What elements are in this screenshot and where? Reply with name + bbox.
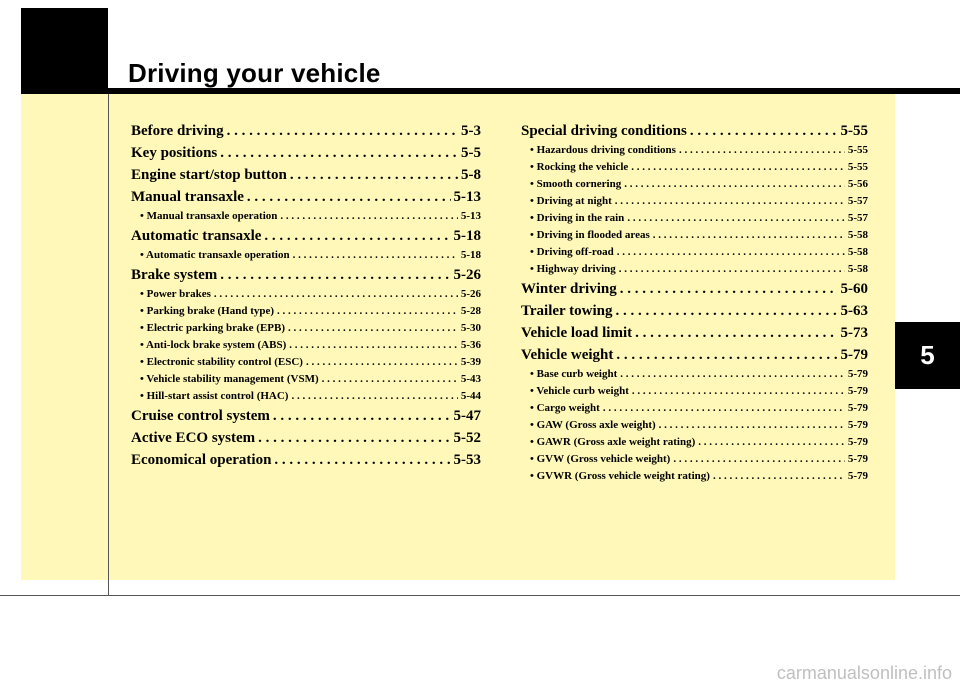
toc-entry-page: 5-79 (847, 419, 868, 431)
page-title: Driving your vehicle (128, 58, 381, 88)
dot-leader (322, 371, 458, 388)
toc-entry-label: • Rocking the vehicle (530, 161, 629, 173)
toc-entry[interactable] (131, 142, 481, 164)
toc-entry-label: Economical operation (131, 452, 272, 468)
dot-leader (214, 286, 458, 303)
dot-leader (274, 449, 450, 471)
toc-entry-page: 5-26 (453, 267, 481, 283)
toc-entry-label: • Hazardous driving conditions (530, 144, 676, 156)
toc-entry[interactable] (521, 278, 868, 300)
toc-entry-label: • GVWR (Gross vehicle weight rating) (530, 470, 710, 482)
toc-subentry[interactable] (131, 371, 481, 388)
toc-entry-page: 5-58 (847, 229, 868, 241)
dot-leader (289, 337, 458, 354)
toc-entry-page: 5-5 (461, 145, 481, 161)
toc-entry-label: Cruise control system (131, 408, 270, 424)
corner-black-tab (21, 8, 108, 94)
dot-leader (616, 300, 838, 322)
toc-entry-label: • Power brakes (140, 288, 211, 300)
toc-entry-label: • Electric parking brake (EPB) (140, 322, 286, 334)
dot-leader (288, 320, 458, 337)
toc-subentry[interactable] (521, 434, 868, 451)
dot-leader (679, 142, 845, 159)
toc-right-column (521, 120, 868, 485)
dot-leader (632, 383, 845, 400)
dot-leader (624, 176, 845, 193)
bottom-rule (0, 595, 960, 596)
toc-subentry[interactable] (521, 417, 868, 434)
dot-leader (615, 193, 845, 210)
toc-entry-page: 5-8 (461, 167, 481, 183)
dot-leader (293, 247, 458, 264)
toc-entry[interactable] (131, 120, 481, 142)
toc-entry-page: 5-79 (847, 385, 868, 397)
toc-subentry[interactable] (521, 142, 868, 159)
toc-entry-page: 5-18 (453, 228, 481, 244)
toc-entry-label: Manual transaxle (131, 189, 244, 205)
toc-subentry[interactable] (521, 451, 868, 468)
toc-entry-label: • Vehicle curb weight (530, 385, 629, 397)
toc-entry-label: • Vehicle stability management (VSM) (140, 373, 319, 385)
dot-leader (227, 120, 458, 142)
toc-entry-page: 5-36 (460, 339, 481, 351)
toc-subentry[interactable] (521, 227, 868, 244)
toc-subentry[interactable] (131, 354, 481, 371)
dot-leader (258, 427, 450, 449)
toc-entry-page: 5-30 (460, 322, 481, 334)
toc-entry-label: Before driving (131, 123, 224, 139)
toc-entry-label: Vehicle weight (521, 347, 614, 363)
toc-subentry[interactable] (521, 210, 868, 227)
dot-leader (220, 142, 458, 164)
toc-entry-label: • Parking brake (Hand type) (140, 305, 275, 317)
toc-entry-label: • Driving in the rain (530, 212, 625, 224)
chapter-tab[interactable] (895, 322, 960, 389)
toc-entry-page: 5-53 (453, 452, 481, 468)
toc-entry[interactable] (131, 264, 481, 286)
toc-entry-page: 5-73 (840, 325, 868, 341)
dot-leader (698, 434, 845, 451)
toc-entry-page: 5-55 (847, 144, 868, 156)
dot-leader (220, 264, 450, 286)
toc-entry[interactable] (131, 186, 481, 208)
dot-leader (290, 164, 458, 186)
toc-entry-page: 5-44 (460, 390, 481, 402)
toc-entry-label: • Highway driving (530, 263, 616, 275)
toc-entry-page: 5-79 (840, 347, 868, 363)
dot-leader (635, 322, 837, 344)
dot-leader (659, 417, 845, 434)
toc-entry-label: • Anti-lock brake system (ABS) (140, 339, 287, 351)
toc-entry-label: Automatic transaxle (131, 228, 262, 244)
toc-subentry[interactable] (131, 247, 481, 264)
dot-leader (280, 208, 457, 225)
toc-subentry[interactable] (131, 303, 481, 320)
toc-entry-page: 5-63 (840, 303, 868, 319)
toc-entry[interactable] (131, 427, 481, 449)
toc-entry-label: Key positions (131, 145, 218, 161)
toc-entry-page: 5-18 (460, 249, 481, 261)
margin-divider (108, 94, 109, 596)
dot-leader (264, 225, 450, 247)
toc-entry-page: 5-79 (847, 368, 868, 380)
toc-entry[interactable] (521, 120, 868, 142)
toc-subentry[interactable] (521, 159, 868, 176)
toc-entry-label: • Manual transaxle operation (140, 210, 278, 222)
toc-subentry[interactable] (521, 366, 868, 383)
toc-entry[interactable] (131, 405, 481, 427)
toc-entry-page: 5-58 (847, 263, 868, 275)
toc-entry-label: Winter driving (521, 281, 617, 297)
toc-entry-label: • Automatic transaxle operation (140, 249, 290, 261)
toc-entry[interactable] (131, 225, 481, 247)
toc-entry-page: 5-57 (847, 212, 868, 224)
toc-subentry[interactable] (521, 244, 868, 261)
toc-entry-page: 5-55 (840, 123, 868, 139)
toc-entry-page: 5-39 (460, 356, 481, 368)
toc-entry-page: 5-79 (847, 436, 868, 448)
toc-entry-page: 5-28 (460, 305, 481, 317)
toc-entry-label: Brake system (131, 267, 218, 283)
toc-entry-label: Active ECO system (131, 430, 256, 446)
toc-entry-label: • Driving at night (530, 195, 612, 207)
toc-entry-page: 5-58 (847, 246, 868, 258)
toc-entry[interactable] (131, 449, 481, 471)
toc-subentry[interactable] (131, 337, 481, 354)
toc-entry-label: • Cargo weight (530, 402, 600, 414)
dot-leader (627, 210, 845, 227)
toc-entry-page: 5-13 (453, 189, 481, 205)
dot-leader (620, 366, 845, 383)
toc-entry-label: Engine start/stop button (131, 167, 287, 183)
dot-leader (653, 227, 845, 244)
toc-entry-label: • GAW (Gross axle weight) (530, 419, 656, 431)
toc-subentry[interactable] (521, 468, 868, 485)
toc-subentry[interactable] (521, 261, 868, 278)
toc-entry-label: • Driving in flooded areas (530, 229, 650, 241)
toc-subentry[interactable] (521, 400, 868, 417)
dot-leader (247, 186, 451, 208)
dot-leader (616, 344, 837, 366)
toc-entry-page: 5-26 (460, 288, 481, 300)
toc-entry[interactable] (521, 344, 868, 366)
dot-leader (273, 405, 451, 427)
toc-entry-label: Trailer towing (521, 303, 613, 319)
toc-subentry[interactable] (131, 320, 481, 337)
toc-entry-label: • GVW (Gross vehicle weight) (530, 453, 671, 465)
dot-leader (277, 303, 458, 320)
toc-entry-page: 5-47 (453, 408, 481, 424)
chapter-number: 5 (920, 340, 935, 370)
toc-entry-label: • GAWR (Gross axle weight rating) (530, 436, 696, 448)
dot-leader (673, 451, 845, 468)
toc-entry-label: • Base curb weight (530, 368, 618, 380)
toc-entry[interactable] (521, 300, 868, 322)
toc-entry[interactable] (521, 322, 868, 344)
toc-entry-page: 5-55 (847, 161, 868, 173)
toc-entry-label: • Electronic stability control (ESC) (140, 356, 303, 368)
dot-leader (291, 388, 457, 405)
toc-entry-page: 5-79 (847, 402, 868, 414)
toc-entry-page: 5-56 (847, 178, 868, 190)
toc-entry-page: 5-3 (461, 123, 481, 139)
toc-entry-label: Vehicle load limit (521, 325, 633, 341)
dot-leader (631, 159, 845, 176)
toc-entry[interactable] (131, 164, 481, 186)
dot-leader (617, 244, 845, 261)
toc-entry-page: 5-60 (840, 281, 868, 297)
toc-entry-page: 5-79 (847, 470, 868, 482)
toc-entry-page: 5-43 (460, 373, 481, 385)
toc-subentry[interactable] (131, 388, 481, 405)
dot-leader (603, 400, 845, 417)
toc-entry-page: 5-52 (453, 430, 481, 446)
toc-entry-label: Special driving conditions (521, 123, 687, 139)
toc-entry-page: 5-79 (847, 453, 868, 465)
toc-entry-label: • Hill-start assist control (HAC) (140, 390, 289, 402)
toc-left-column (131, 120, 481, 471)
dot-leader (713, 468, 845, 485)
dot-leader (690, 120, 838, 142)
watermark: carmanualsonline.info (776, 663, 952, 683)
toc-subentry[interactable] (131, 208, 481, 225)
toc-entry-label: • Driving off-road (530, 246, 614, 258)
toc-entry-page: 5-57 (847, 195, 868, 207)
dot-leader (620, 278, 838, 300)
toc-subentry[interactable] (521, 193, 868, 210)
dot-leader (619, 261, 845, 278)
toc-entry-page: 5-13 (460, 210, 481, 222)
toc-subentry[interactable] (521, 176, 868, 193)
toc-subentry[interactable] (521, 383, 868, 400)
dot-leader (306, 354, 458, 371)
toc-entry-label: • Smooth cornering (530, 178, 622, 190)
toc-subentry[interactable] (131, 286, 481, 303)
